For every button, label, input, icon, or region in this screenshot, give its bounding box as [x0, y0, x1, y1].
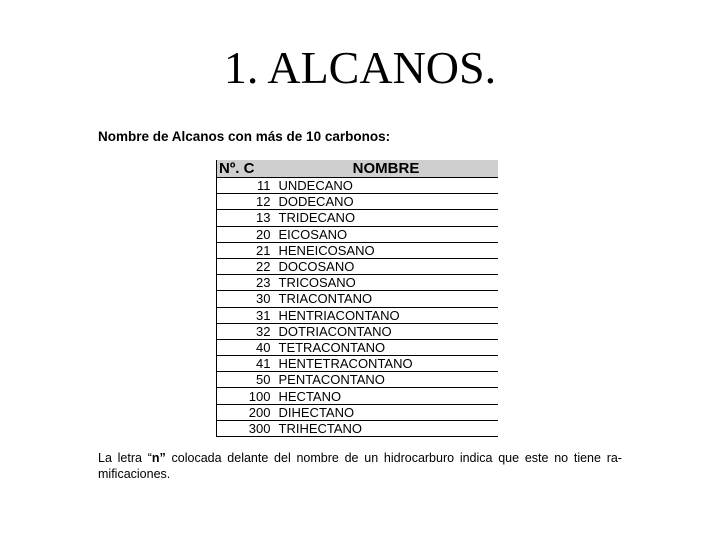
table-row	[217, 275, 498, 291]
carbon-count: 41	[217, 356, 275, 372]
table-row	[217, 404, 498, 420]
alkane-name: HENTRIACONTANO	[275, 307, 498, 323]
alkane-name: EICOSANO	[275, 226, 498, 242]
alkane-name: TETRACONTANO	[275, 339, 498, 355]
slide-title: 1. ALCANOS.	[223, 42, 497, 93]
table-row	[217, 388, 498, 404]
carbon-count: 11	[217, 178, 275, 194]
table-row	[217, 372, 498, 388]
table-row	[217, 226, 498, 242]
carbon-count: 100	[217, 388, 275, 404]
header-name: NOMBRE	[275, 160, 498, 178]
alkane-name: DOCOSANO	[275, 258, 498, 274]
table-header-row	[217, 160, 498, 178]
table-row	[217, 356, 498, 372]
table-row	[217, 291, 498, 307]
carbon-count: 40	[217, 339, 275, 355]
alkane-name: DODECANO	[275, 194, 498, 210]
table-row	[217, 242, 498, 258]
carbon-count: 12	[217, 194, 275, 210]
carbon-count: 300	[217, 420, 275, 436]
header-number: Nº. C	[217, 160, 275, 178]
table-row	[217, 194, 498, 210]
carbon-count: 32	[217, 323, 275, 339]
table-row	[217, 323, 498, 339]
carbon-count: 13	[217, 210, 275, 226]
table-row	[217, 178, 498, 194]
alkane-name: HENTETRACONTANO	[275, 356, 498, 372]
alkane-name: UNDECANO	[275, 178, 498, 194]
alkane-name: HENEICOSANO	[275, 242, 498, 258]
alkane-name: DOTRIACONTANO	[275, 323, 498, 339]
table-caption: Nombre de Alcanos con más de 10 carbonos:	[98, 129, 391, 144]
footnote-bold-n: n”	[151, 451, 166, 465]
carbon-count: 20	[217, 226, 275, 242]
table-row	[217, 420, 498, 436]
alkane-name: TRIHECTANO	[275, 420, 498, 436]
table-row	[217, 258, 498, 274]
alkane-name: TRIDECANO	[275, 210, 498, 226]
table-row	[217, 210, 498, 226]
carbon-count: 30	[217, 291, 275, 307]
carbon-count: 31	[217, 307, 275, 323]
alkane-name: DIHECTANO	[275, 404, 498, 420]
table-row	[217, 339, 498, 355]
footnote-text-start: La letra “	[98, 451, 152, 465]
alkane-table	[216, 160, 498, 437]
alkane-name: HECTANO	[275, 388, 498, 404]
carbon-count: 200	[217, 404, 275, 420]
table-body	[217, 178, 498, 437]
table-row	[217, 307, 498, 323]
footnote-text-end: colocada delante del nombre de un hidrocarburo indica que este no tiene ra-mificaciones.	[98, 451, 622, 481]
carbon-count: 21	[217, 242, 275, 258]
carbon-count: 23	[217, 275, 275, 291]
carbon-count: 50	[217, 372, 275, 388]
alkane-name: TRIACONTANO	[275, 291, 498, 307]
alkane-name: PENTACONTANO	[275, 372, 498, 388]
carbon-count: 22	[217, 258, 275, 274]
alkane-name: TRICOSANO	[275, 275, 498, 291]
footnote	[98, 450, 622, 482]
